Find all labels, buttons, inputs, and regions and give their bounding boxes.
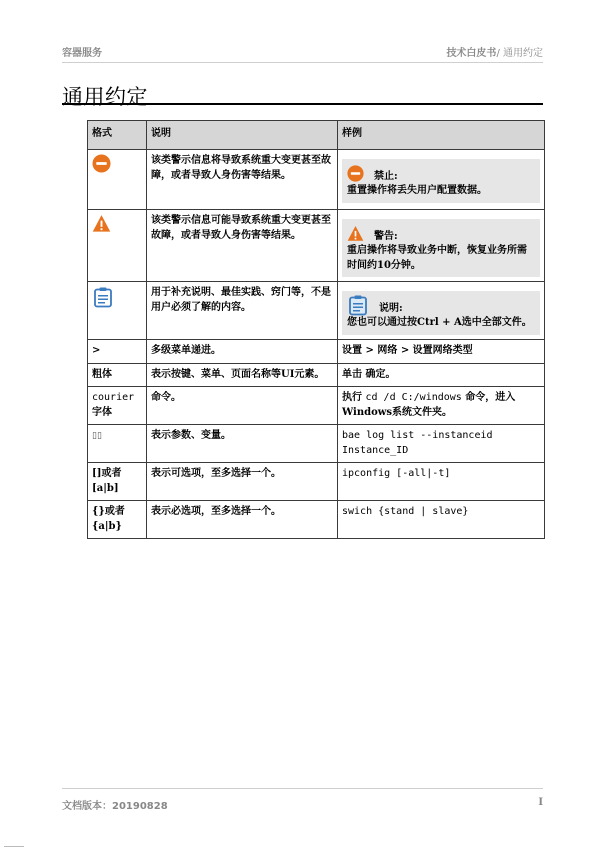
callout-label: 说明: (379, 302, 403, 314)
format-cell: 粗体 (88, 363, 147, 387)
footer-divider (62, 788, 543, 789)
format-mono: courier (92, 392, 135, 403)
desc-cell: 用于补充说明、最佳实践、窍门等，不是用户必须了解的内容。 (147, 282, 338, 340)
example-line1: bae log list --instanceid (342, 430, 493, 441)
page-number: I (538, 797, 543, 808)
table-row (88, 463, 545, 501)
desc-cell: 多级菜单递进。 (147, 340, 338, 364)
callout-label: 禁止: (374, 170, 398, 182)
format-cell (88, 150, 147, 210)
desc-cell: 表示必选项，至多选择一个。 (147, 501, 338, 539)
callout-text: 重置操作将丢失用户配置数据。 (347, 185, 487, 196)
desc-cell: 表示按键、菜单、页面名称等UI元素。 (147, 363, 338, 387)
format-cell (88, 387, 147, 425)
table-row (88, 387, 545, 425)
danger-callout (342, 159, 540, 203)
page-footer (62, 797, 543, 811)
warning-callout (342, 219, 540, 277)
example-cell (338, 210, 545, 282)
header-breadcrumb (446, 44, 543, 59)
desc-cell: 该类警示信息将导致系统重大变更甚至故障，或者导致人身伤害等结果。 (147, 150, 338, 210)
format-cell (88, 425, 147, 463)
example-cell (338, 150, 545, 210)
format-cell (88, 210, 147, 282)
page-header (62, 44, 543, 60)
desc-cell: 命令。 (147, 387, 338, 425)
format-cell (88, 282, 147, 340)
warning-icon (347, 225, 364, 242)
corner-mark (4, 846, 24, 847)
conventions-table (87, 120, 545, 539)
example-cell: ipconfig [-all|-t] (338, 463, 545, 501)
page-title: 通用约定 (62, 85, 148, 109)
example-line2: Instance_ID (342, 444, 409, 456)
format-cell: {}或者{a|b} (88, 501, 147, 539)
table-row (88, 425, 545, 463)
table-row (88, 282, 545, 340)
desc-cell: 表示可选项，至多选择一个。 (147, 463, 338, 501)
note-icon (92, 286, 114, 308)
example-cell (338, 387, 545, 425)
doc-version: 文档版本：20190828 (62, 801, 168, 812)
table-row (88, 210, 545, 282)
warning-icon (92, 214, 111, 233)
desc-cell: 该类警示信息可能导致系统重大变更甚至故障，或者导致人身伤害等结果。 (147, 210, 338, 282)
callout-label: 警告: (374, 230, 398, 242)
title-divider (62, 103, 543, 105)
header-divider (62, 62, 543, 63)
format-cell: []或者[a|b] (88, 463, 147, 501)
format-glyph: ▯▯ (92, 431, 102, 441)
example-cell (338, 282, 545, 340)
col-header-example: 样例 (338, 121, 545, 150)
format-text: 字体 (92, 406, 112, 418)
header-product: 容器服务 (62, 48, 102, 59)
table-row (88, 363, 545, 387)
col-header-desc: 说明 (147, 121, 338, 150)
example-cell (338, 425, 545, 463)
example-post: 命令，进入Windows系统文件夹。 (342, 392, 516, 418)
danger-icon (92, 154, 111, 173)
example-cell: 设置 > 网络 > 设置网络类型 (338, 340, 545, 364)
example-code: cd /d C:/windows (365, 392, 462, 403)
format-cell: > (88, 340, 147, 364)
note-icon (347, 294, 369, 316)
header-section: / 通用约定 (496, 48, 543, 59)
table-row (88, 501, 545, 539)
example-cell: swich {stand | slave} (338, 501, 545, 539)
callout-text: 重启操作将导致业务中断，恢复业务所需时间约10分钟。 (347, 245, 527, 271)
col-header-format: 格式 (88, 121, 147, 150)
danger-icon (347, 165, 364, 182)
table-header-row (88, 121, 545, 150)
desc-cell: 表示参数、变量。 (147, 425, 338, 463)
example-pre: 执行 (342, 392, 362, 403)
header-doc-name: 技术白皮书 (446, 48, 497, 59)
callout-text: 您也可以通过按Ctrl + A选中全部文件。 (347, 317, 532, 328)
note-callout (342, 291, 540, 335)
example-cell: 单击 确定。 (338, 363, 545, 387)
table-row (88, 150, 545, 210)
table-row (88, 340, 545, 364)
